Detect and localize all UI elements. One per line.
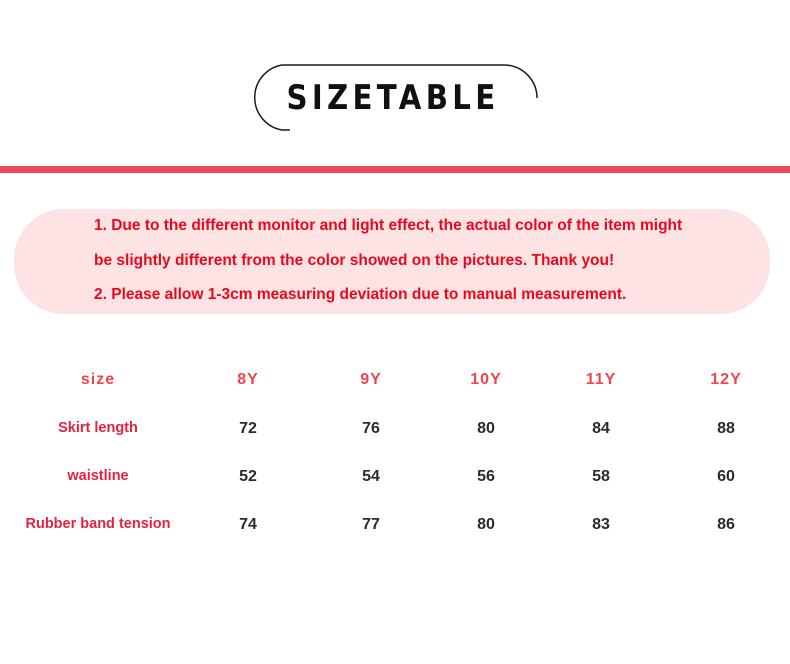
measurement-cell: 86 — [717, 516, 735, 533]
row-label: Rubber band tension — [25, 516, 171, 532]
measurement-cell: 83 — [592, 516, 610, 533]
measurement-cell: 56 — [477, 468, 495, 485]
measurement-cell: 80 — [477, 420, 495, 437]
size-column-header: 9Y — [360, 371, 382, 388]
measurement-cell: 58 — [592, 468, 610, 485]
size-header-cell: size — [80, 371, 116, 388]
measurement-cell: 74 — [239, 516, 257, 533]
notice-line-3: 2. Please allow 1-3cm measuring deviation due to manual measurement. — [94, 286, 627, 303]
measurement-cell: 76 — [362, 420, 380, 437]
page-title: SIZETABLE — [286, 78, 500, 118]
size-column-header: 10Y — [470, 371, 502, 388]
notice-line-2: be slightly different from the color showed on the pictures. Thank you! — [94, 252, 615, 269]
measurement-cell: 80 — [477, 516, 495, 533]
measurement-cell: 60 — [717, 468, 735, 485]
size-column-header: 8Y — [237, 371, 259, 388]
measurement-cell: 52 — [239, 468, 257, 485]
size-column-header: 12Y — [710, 371, 742, 388]
notice-line-1: 1. Due to the different monitor and light effect, the actual color of the item might — [94, 217, 683, 234]
measurement-cell: 72 — [239, 420, 257, 437]
row-label: waistline — [67, 468, 129, 484]
size-column-header: 11Y — [585, 371, 617, 388]
accent-divider — [0, 166, 790, 173]
measurement-cell: 54 — [362, 468, 380, 485]
measurement-cell: 88 — [717, 420, 735, 437]
measurement-cell: 84 — [592, 420, 610, 437]
title-badge — [248, 64, 538, 132]
row-label: Skirt length — [58, 420, 138, 436]
measurement-cell: 77 — [362, 516, 380, 533]
notice-box — [14, 209, 770, 314]
